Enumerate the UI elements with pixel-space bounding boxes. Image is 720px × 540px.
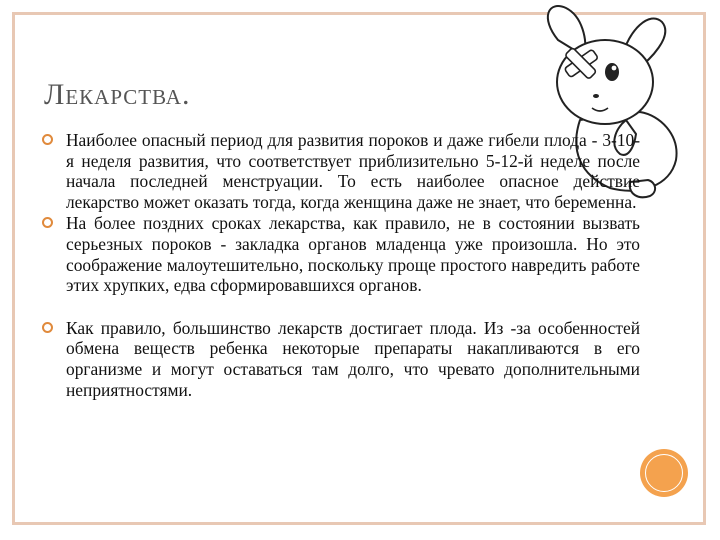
bullet-list bbox=[40, 130, 640, 400]
bullet-item bbox=[40, 318, 640, 400]
bullet-item bbox=[40, 213, 640, 295]
bullet-text: На более поздних сроках лекарства, как правило, не в состоянии вызвать серьезных пороков - закладка органов младенца уже произошла. Но это соображение малоутешительно, поскольку проще простого навредить работе этих хрупких, едва сформировавшихся органов. bbox=[66, 213, 640, 296]
ring-bullet-icon bbox=[42, 217, 53, 228]
ring-bullet-icon bbox=[42, 322, 53, 333]
bullet-text: Наиболее опасный период для развития пороков и даже гибели плода - 3-10-я неделя развития, что соответствует приблизительно 5-12-й неделе после начала последней менструации. То есть наиболее опасное действие лекарство может оказать тогда, когда женщина даже не знает, что беременна. bbox=[66, 130, 640, 212]
bullet-text: Как правило, большинство лекарств достигает плода. Из -за особенностей обмена веществ ребенка некоторые препараты накапливаются в его организме и могут оставаться там долго, что чревато дополнительными неприятностями. bbox=[66, 317, 640, 400]
decorative-circle bbox=[640, 449, 688, 497]
slide-title: Лекарства. bbox=[44, 78, 191, 111]
ring-bullet-icon bbox=[42, 134, 53, 145]
bullet-item bbox=[40, 130, 640, 212]
